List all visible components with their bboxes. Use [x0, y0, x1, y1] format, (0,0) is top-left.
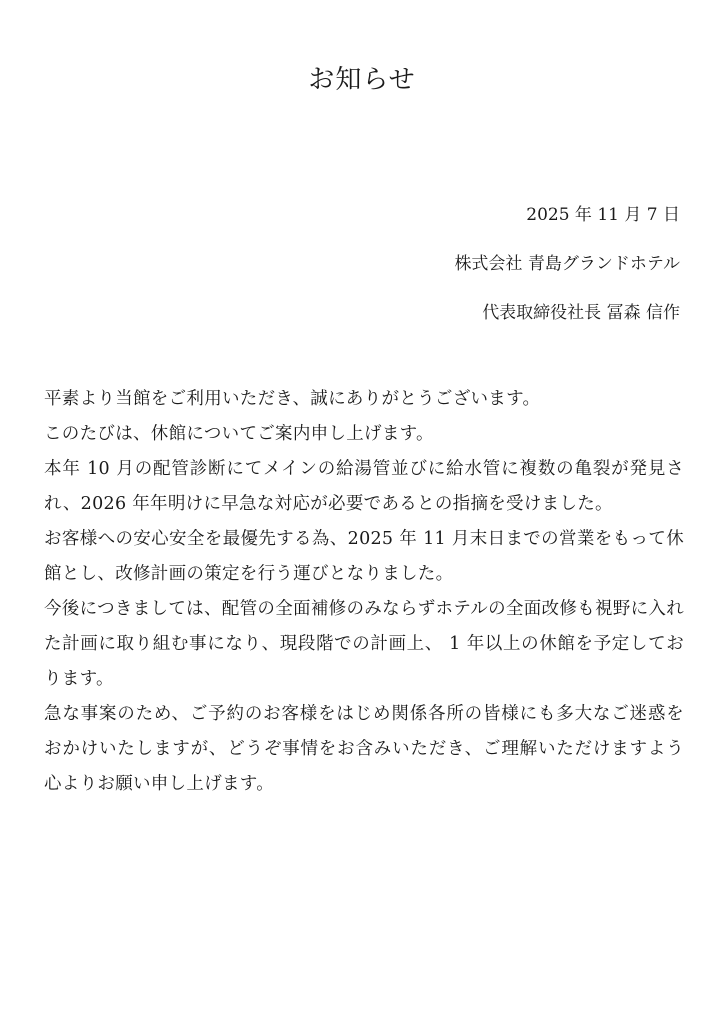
body-paragraph-plan: 今後につきましては、配管の全面補修のみならずホテルの全面改修も視野に入れた計画に取り組む事になり、現段階での計画上、 1 年以上の休館を予定しております。 [44, 599, 684, 689]
sender-block [454, 204, 680, 351]
notice-body [44, 382, 684, 802]
body-paragraph-intro: このたびは、休館についてご案内申し上げます。 [44, 424, 434, 444]
body-paragraph-closure: お客様への安心安全を最優先する為、2025 年 11 月末日までの営業をもって休館とし、改修計画の策定を行う運びとなりました。 [44, 529, 684, 584]
body-paragraph-greeting: 平素より当館をご利用いただき、誠にありがとうございます。 [44, 389, 541, 409]
notice-title: お知らせ [308, 65, 416, 95]
body-paragraph-reason: 本年 10 月の配管診断にてメインの給湯管並びに給水管に複数の亀裂が発見され、2026 年年明けに早急な対応が必要であるとの指摘を受けました。 [44, 459, 684, 514]
notice-date: 2025 年 11 月 7 日 [526, 205, 680, 225]
company-name: 株式会社 青島グランドホテル [454, 254, 680, 274]
representative-name: 代表取締役社長 冨森 信作 [482, 303, 680, 323]
body-paragraph-apology: 急な事案のため、ご予約のお客様をはじめ関係各所の皆様にも多大なご迷惑をおかけいたしますが、どうぞ事情をお含みいただき、ご理解いただけますよう心よりお願い申し上げます。 [44, 704, 685, 794]
